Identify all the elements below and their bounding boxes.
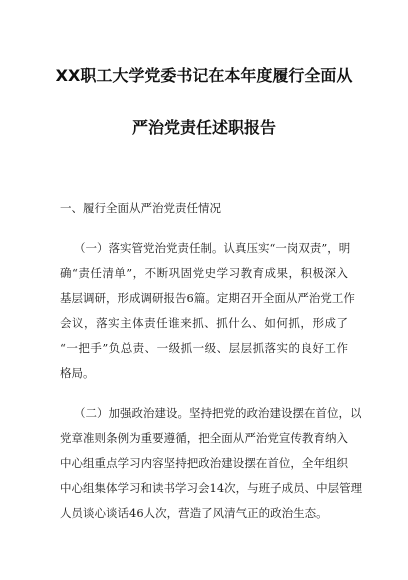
paragraph-2-line: 中心组重点学习内容坚持把政治建设摆在首位，全年组织: [60, 456, 348, 470]
paragraph-1-line: 格局。: [60, 366, 95, 380]
document-title-line-2: 严治党责任述职报告: [131, 118, 276, 137]
section-heading: 一、履行全面从严治党责任情况: [60, 201, 221, 215]
document-title-line-1: XX职工大学党委书记在本年度履行全面从: [55, 66, 353, 85]
paragraph-1-line: （一）落实管党治党责任制。认真压实“一岗双责”，明: [74, 241, 351, 255]
paragraph-2-line: 中心组集体学习和读书学习会14次，与班子成员、中层管理: [60, 481, 363, 495]
paragraph-1-line: 基层调研，形成调研报告6篇。定期召开全面从严治党工作: [60, 291, 355, 305]
paragraph-1-line: “一把手”负总责、一级抓一级、层层抓落实的良好工作: [60, 341, 348, 355]
paragraph-1-line: 确“责任清单”，不断巩固党史学习教育成果，积极深入: [60, 266, 348, 280]
paragraph-2-line: 人员谈心谈话46人次，营造了风清气正的政治生态。: [60, 506, 328, 520]
paragraph-1-line: 会议，落实主体责任谁来抓、抓什么、如何抓，形成了: [60, 316, 348, 330]
paragraph-2-line: （二）加强政治建设。坚持把党的政治建设摆在首位，以: [74, 406, 362, 420]
paragraph-2-line: 党章准则条例为重要遵循，把全面从严治党宣传教育纳入: [60, 431, 348, 445]
